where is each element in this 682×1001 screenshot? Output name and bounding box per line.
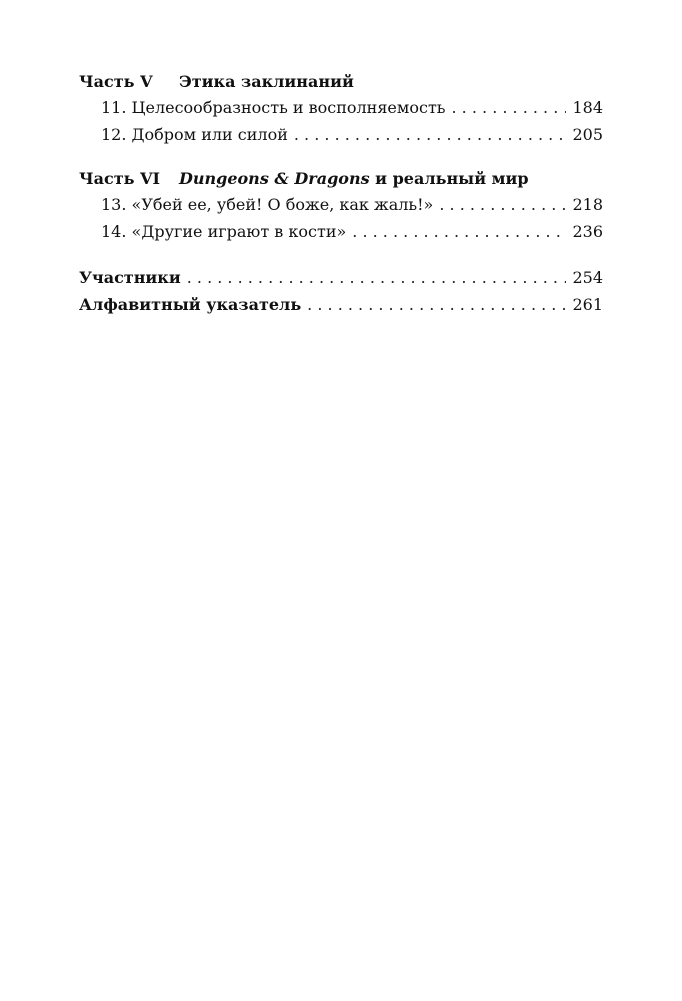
toc-leader-dots: [452, 94, 567, 121]
toc-entry-index[interactable]: [79, 291, 603, 318]
toc-page-number: 254: [572, 268, 603, 287]
part-label: Часть V: [79, 72, 153, 91]
part-title: [179, 167, 529, 191]
toc-entry-title: 14. «Другие играют в кости»: [101, 222, 347, 241]
part-heading: [79, 70, 603, 94]
toc-page-number: 218: [572, 195, 603, 214]
toc-entry-contributors[interactable]: [79, 264, 603, 291]
toc-entry[interactable]: [79, 121, 603, 148]
toc-entry-title: 13. «Убей ее, убей! О боже, как жаль!»: [101, 195, 434, 214]
toc-entry-title: 12. Добром или силой: [101, 125, 288, 144]
toc-leader-dots: [187, 264, 567, 291]
toc-entry-title: 11. Целесообразность и восполняемость: [101, 98, 446, 117]
toc-leader-dots: [294, 121, 567, 148]
part-title-rest: и реальный мир: [369, 169, 529, 188]
toc-page-number: 205: [572, 125, 603, 144]
toc-page-number: 261: [572, 295, 603, 314]
part-title-italic: Dungeons & Dragons: [179, 169, 370, 188]
part-label: Часть VI: [79, 169, 160, 188]
toc-leader-dots: [352, 218, 566, 245]
toc-leader-dots: [439, 191, 566, 218]
table-of-contents: [79, 70, 603, 318]
toc-entry[interactable]: [79, 218, 603, 245]
part-heading: [79, 167, 603, 191]
toc-page-number: 184: [572, 98, 603, 117]
toc-entry-title: Алфавитный указатель: [79, 295, 302, 314]
toc-entry-title: Участники: [79, 268, 181, 287]
toc-leader-dots: [307, 291, 566, 318]
toc-entry[interactable]: [79, 94, 603, 121]
part-title: Этика заклинаний: [179, 72, 354, 91]
toc-entry[interactable]: [79, 191, 603, 218]
toc-page-number: 236: [572, 222, 603, 241]
